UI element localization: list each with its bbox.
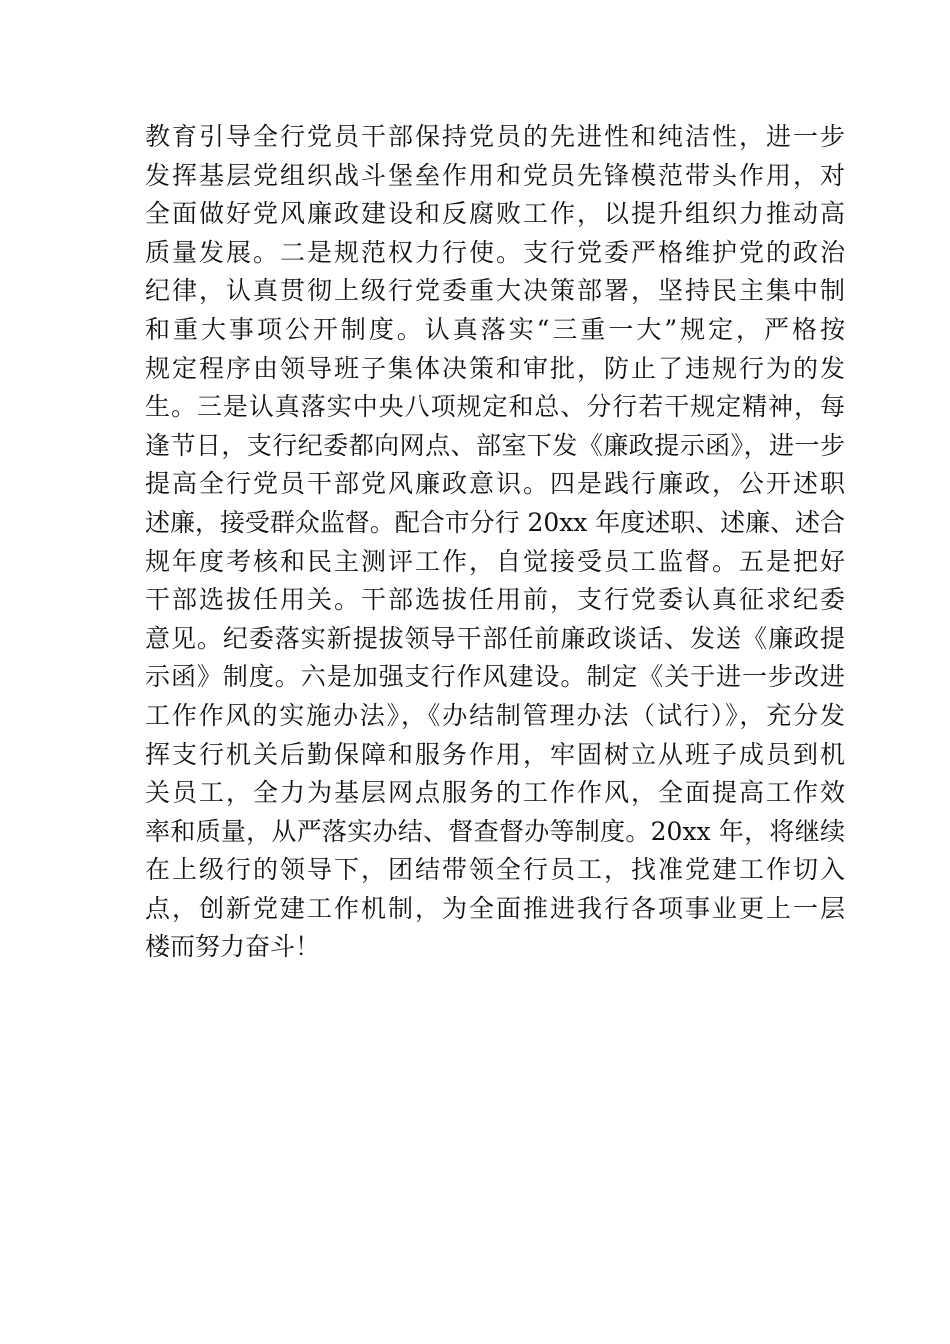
text-line: 规年度考核和民主测评工作，自觉接受员工监督。五是把好 [145, 546, 845, 576]
text-line: 和重大事项公开制度。认真落实“三重一大”规定，严格按 [145, 314, 845, 344]
text-line: 生。三是认真落实中央八项规定和总、分行若干规定精神，每 [145, 392, 845, 422]
text-line: 质量发展。二是规范权力行使。支行党委严格维护党的政治 [145, 237, 845, 267]
text-line: 发挥基层党组织战斗堡垒作用和党员先锋模范带头作用，对 [145, 160, 845, 190]
text-line: 点，创新党建工作机制，为全面推进我行各项事业更上一层 [145, 893, 845, 923]
text-line: 示函》制度。六是加强支行作风建设。制定《关于进一步改进 [145, 662, 845, 692]
text-line: 提高全行党员干部党风廉政意识。四是践行廉政，公开述职 [145, 469, 845, 499]
text-line: 率和质量，从严落实办结、督查督办等制度。20xx 年，将继续 [145, 816, 845, 846]
text-line: 规定程序由领导班子集体决策和审批，防止了违规行为的发 [145, 353, 845, 383]
text-line: 在上级行的领导下，团结带领全行员工，找准党建工作切入 [145, 855, 845, 885]
text-line: 干部选拔任用关。干部选拔任用前，支行党委认真征求纪委 [145, 585, 845, 615]
text-line: 工作作风的实施办法》，《办结制管理办法（试行）》，充分发 [145, 700, 845, 730]
text-line: 教育引导全行党员干部保持党员的先进性和纯洁性，进一步 [145, 122, 845, 151]
text-line: 纪律，认真贯彻上级行党委重大决策部署，坚持民主集中制 [145, 276, 845, 306]
text-line: 挥支行机关后勤保障和服务作用，牢固树立从班子成员到机 [145, 739, 845, 769]
text-line: 述廉，接受群众监督。配合市分行 20xx 年度述职、述廉、述合 [145, 507, 845, 537]
text-line: 意见。纪委落实新提拔领导干部任前廉政谈话、发送《廉政提 [145, 623, 845, 653]
text-line: 关员工，全力为基层网点服务的工作作风，全面提高工作效 [145, 778, 845, 808]
body-paragraph [145, 118, 845, 967]
text-line: 全面做好党风廉政建设和反腐败工作，以提升组织力推动高 [145, 199, 845, 229]
text-line-last: 楼而努力奋斗！ [145, 932, 321, 962]
text-line: 逢节日，支行纪委都向网点、部室下发《廉政提示函》，进一步 [145, 430, 845, 460]
